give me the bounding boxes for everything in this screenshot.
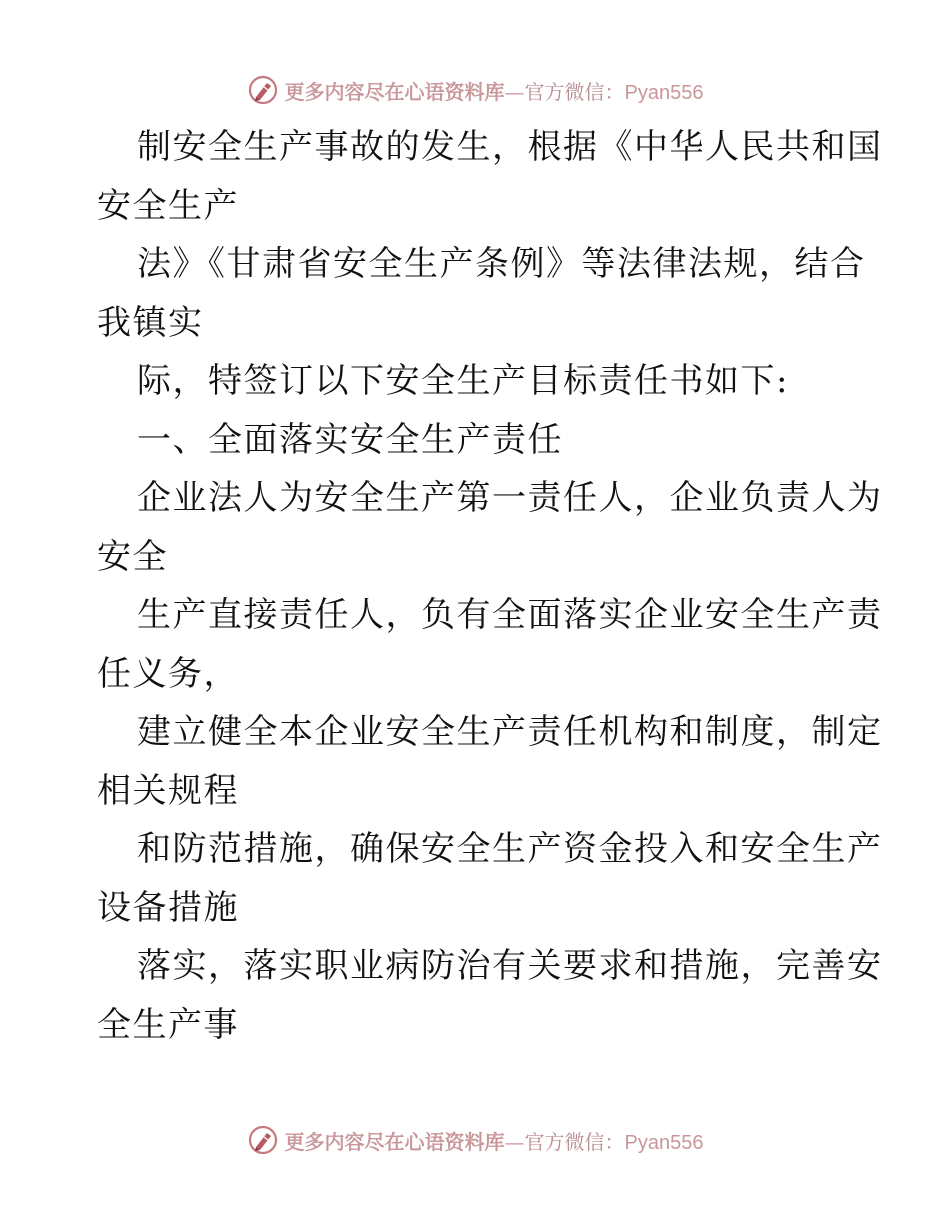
paragraph-line: 任义务， [97, 653, 239, 694]
paragraph-line: 企业法人为安全生产第一责任人，企业负责人为 [137, 478, 883, 518]
watermark-dash: — [504, 1129, 525, 1154]
watermark-text [285, 76, 704, 105]
watermark-text [285, 1126, 704, 1155]
paragraph-line: 相关规程 [97, 770, 239, 811]
watermark-wechat-label: 官方微信： [524, 79, 625, 104]
paragraph-line: 制安全生产事故的发生，根据《中华人民共和国 [137, 127, 883, 167]
paragraph-line: 建立健全本企业安全生产责任机构和制度，制定 [137, 712, 883, 752]
paragraph-line: 落实，落实职业病防治有关要求和措施，完善安 [137, 946, 883, 986]
paragraph-line: 法》《甘肃省安全生产条例》等法律法规，结合 [137, 244, 866, 284]
paragraph-line: 安全生产 [97, 185, 239, 226]
paragraph-line: 我镇实 [97, 302, 204, 343]
paragraph-line: 全生产事 [97, 1004, 239, 1045]
watermark-site-name: 更多内容尽在心语资料库 [284, 79, 505, 104]
paragraph-line: 安全 [97, 536, 168, 577]
watermark-site-name: 更多内容尽在心语资料库 [284, 1129, 505, 1154]
watermark-wechat-id: Pyan556 [624, 1131, 704, 1154]
paragraph-line: 和防范措施，确保安全生产资金投入和安全生产 [137, 829, 883, 869]
header-watermark-banner [0, 70, 950, 110]
document-body [97, 118, 883, 1054]
paragraph-line: 际，特签订以下安全生产目标责任书如下: [137, 361, 789, 401]
watermark-dash: — [504, 79, 525, 104]
footer-watermark-banner [0, 1120, 950, 1160]
paragraph-line: 设备措施 [97, 887, 239, 928]
paragraph-line: 生产直接责任人，负有全面落实企业安全生产责 [137, 595, 883, 635]
pen-logo-icon [247, 74, 279, 106]
watermark-wechat-label: 官方微信： [524, 1129, 625, 1154]
paragraph-line: 一、全面落实安全生产责任 [137, 419, 563, 460]
watermark-wechat-id: Pyan556 [624, 81, 704, 104]
pen-logo-icon [247, 1124, 279, 1156]
